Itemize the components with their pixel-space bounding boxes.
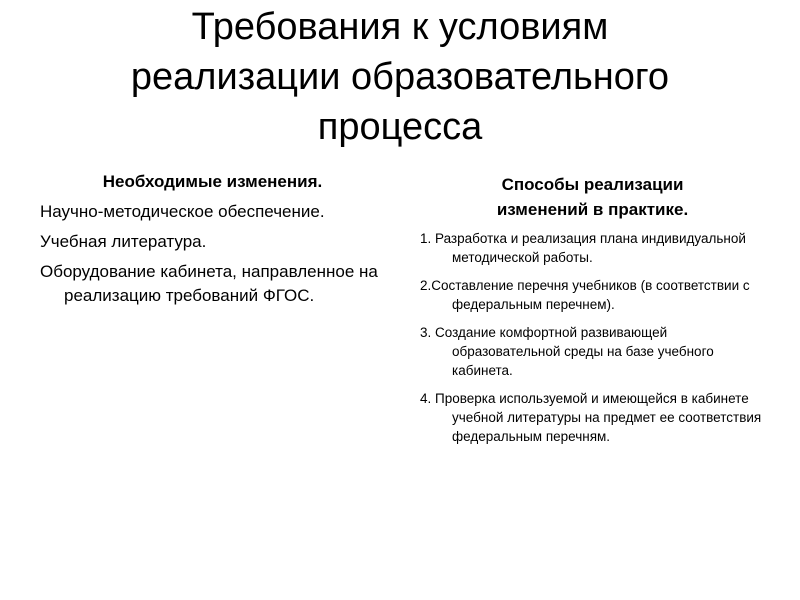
left-list <box>40 200 385 308</box>
list-item: Научно-методическое обеспечение. <box>40 202 325 221</box>
list-item: 3. Создание комфортной развивающей образовательной среды на базе учебного кабинета. <box>420 325 714 378</box>
list-item: 4. Проверка используемой и имеющейся в кабинете учебной литературы на предмет ее соответствия федеральным перечням. <box>420 391 762 444</box>
left-column <box>40 170 385 314</box>
right-column <box>420 172 765 455</box>
list-item: Учебная литература. <box>40 232 207 251</box>
list-item: 1. Разработка и реализация плана индивидуальной методической работы. <box>420 231 746 265</box>
right-heading-line: Способы реализации <box>501 175 684 194</box>
title-line: реализации образовательного <box>130 56 670 98</box>
title-line: Требования к условиям <box>191 6 609 48</box>
right-list <box>420 229 765 446</box>
right-heading-line: изменений в практике. <box>496 200 689 219</box>
left-column-heading: Необходимые изменения. <box>102 172 323 191</box>
right-column-heading <box>420 172 765 222</box>
list-item: Оборудование кабинета, направленное на реализацию требований ФГОС. <box>40 262 378 305</box>
list-item: 2.Составление перечня учебников (в соответствии с федеральным перечнем). <box>420 278 750 312</box>
slide-title <box>40 2 760 152</box>
title-line: процесса <box>317 106 483 148</box>
